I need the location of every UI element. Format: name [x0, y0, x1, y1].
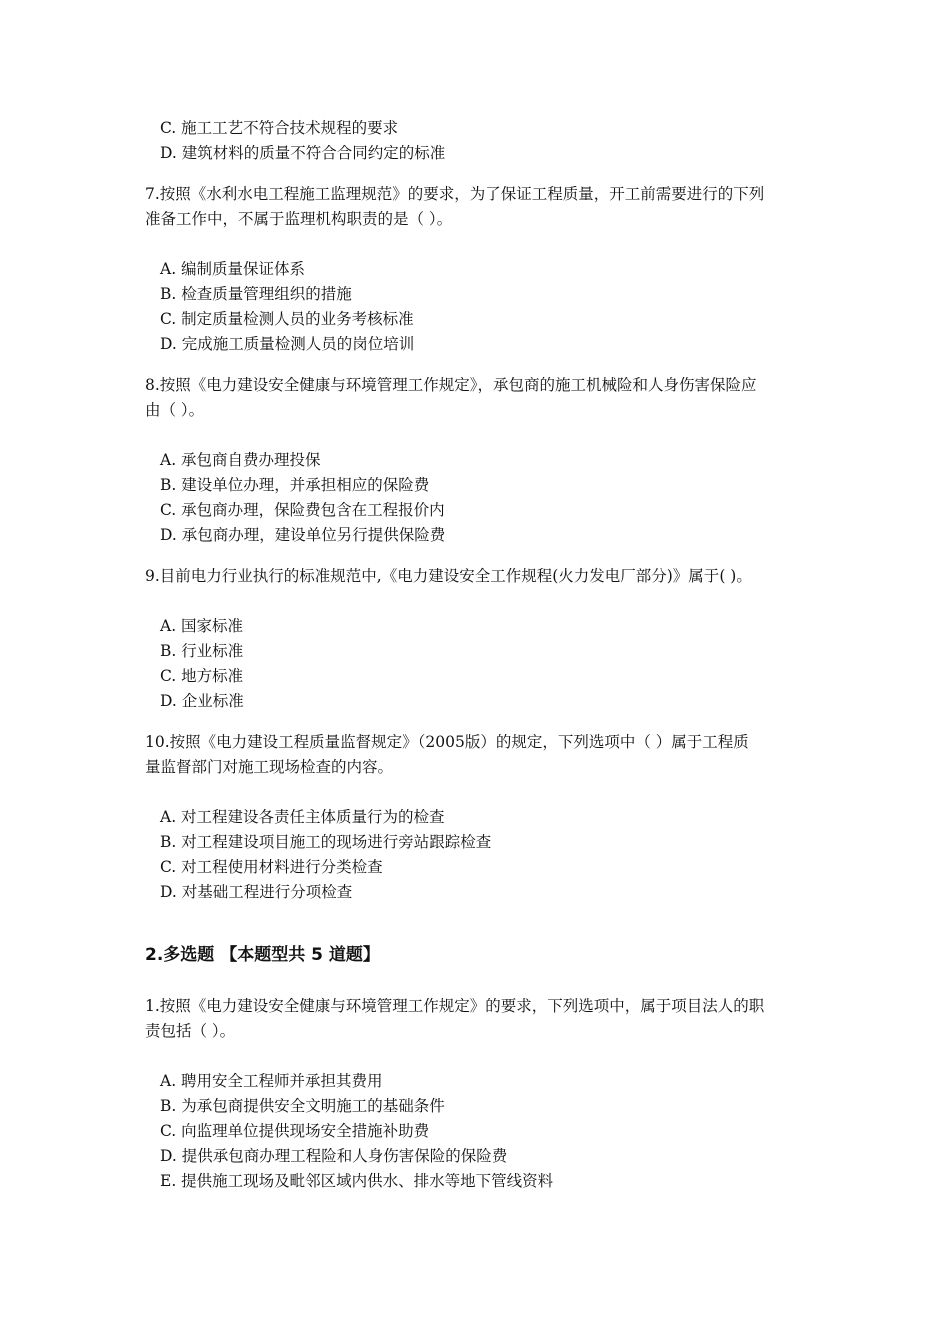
q7-stem-line1: 7.按照《水利水电工程施工监理规范》的要求，为了保证工程质量，开工前需要进行的下列: [145, 185, 765, 203]
q10-stem-line2: 量监督部门对施工现场检查的内容。: [145, 758, 394, 776]
q7-option-a: A. 编制质量保证体系: [160, 260, 306, 278]
q10-option-d: D. 对基础工程进行分项检查: [160, 883, 353, 901]
q8-option-c: C. 承包商办理，保险费包含在工程报价内: [160, 501, 445, 519]
q8-option-a: A. 承包商自费办理投保: [160, 451, 321, 469]
mq1-option-b: B. 为承包商提供安全文明施工的基础条件: [160, 1097, 445, 1115]
q10-option-c: C. 对工程使用材料进行分类检查: [160, 858, 383, 876]
mq1-option-d: D. 提供承包商办理工程险和人身伤害保险的保险费: [160, 1147, 508, 1165]
mq1-stem-line2: 责包括（ ）。: [145, 1022, 236, 1040]
q9-option-c: C. 地方标准: [160, 667, 244, 685]
mq1-option-e: E. 提供施工现场及毗邻区域内供水、排水等地下管线资料: [160, 1172, 554, 1190]
q8-stem-line1: 8.按照《电力建设安全健康与环境管理工作规定》，承包商的施工机械险和人身伤害保险应: [145, 376, 757, 394]
q10-stem-line1: 10.按照《电力建设工程质量监督规定》（2005版）的规定，下列选项中（ ）属于工程质: [145, 733, 749, 751]
q7-option-b: B. 检查质量管理组织的措施: [160, 285, 352, 303]
q6-option-d: D. 建筑材料的质量不符合合同约定的标准: [160, 144, 446, 162]
mq1-option-c: C. 向监理单位提供现场安全措施补助费: [160, 1122, 430, 1140]
q8-option-b: B. 建设单位办理，并承担相应的保险费: [160, 476, 430, 494]
q10-option-b: B. 对工程建设项目施工的现场进行旁站跟踪检查: [160, 833, 492, 851]
q8-option-d: D. 承包商办理，建设单位另行提供保险费: [160, 526, 446, 544]
q10-option-a: A. 对工程建设各责任主体质量行为的检查: [160, 808, 445, 826]
q9-option-d: D. 企业标准: [160, 692, 244, 710]
q8-stem-line2: 由（ ）。: [145, 401, 205, 419]
q9-option-a: A. 国家标准: [160, 617, 244, 635]
q9-option-b: B. 行业标准: [160, 642, 244, 660]
q7-option-c: C. 制定质量检测人员的业务考核标准: [160, 310, 414, 328]
q9-stem-line1: 9.目前电力行业执行的标准规范中,《电力建设安全工作规程(火力发电厂部分)》属于( )。: [145, 567, 752, 585]
section-heading-multiple-choice: 2.多选题 【本题型共 5 道题】: [145, 945, 380, 965]
mq1-option-a: A. 聘用安全工程师并承担其费用: [160, 1072, 383, 1090]
q7-option-d: D. 完成施工质量检测人员的岗位培训: [160, 335, 415, 353]
q7-stem-line2: 准备工作中，不属于监理机构职责的是（ ）。: [145, 210, 453, 228]
q6-option-c: C. 施工工艺不符合技术规程的要求: [160, 119, 399, 137]
mq1-stem-line1: 1.按照《电力建设安全健康与环境管理工作规定》的要求，下列选项中，属于项目法人的职: [145, 997, 765, 1015]
